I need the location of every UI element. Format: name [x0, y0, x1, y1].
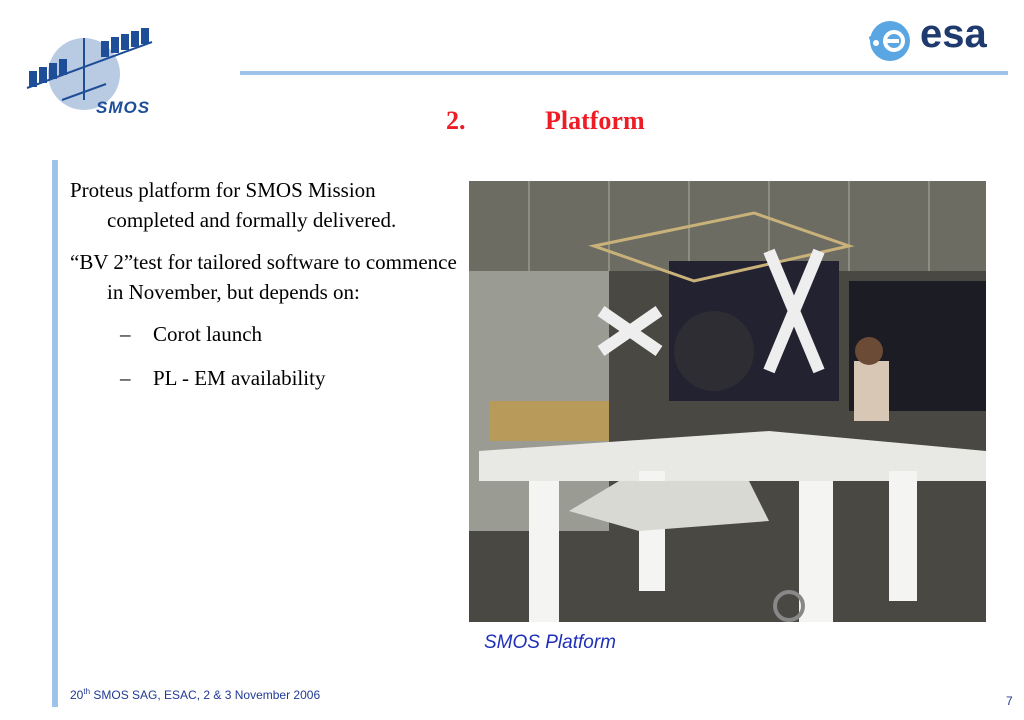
title-text: Platform	[545, 106, 645, 135]
sub-bullet-text: Corot launch	[153, 322, 263, 346]
bullet-list	[70, 175, 465, 407]
smos-logo-text: SMOS	[96, 98, 151, 117]
esa-logo-text: esa	[920, 12, 987, 56]
bullet-item: “BV 2”test for tailored software to commence in November, but depends on:	[70, 250, 457, 304]
sub-bullet-dash: –	[120, 322, 131, 346]
bullet-item: Proteus platform for SMOS Mission completed and formally delivered.	[70, 178, 397, 232]
esa-logo	[868, 12, 1008, 66]
sub-bullet-item	[70, 363, 465, 393]
footer-day: 20	[70, 688, 84, 702]
page-number: 7	[1006, 694, 1013, 708]
footer-text	[70, 687, 320, 702]
sub-bullet-text: PL - EM availability	[153, 366, 326, 390]
sub-bullet-item	[70, 319, 465, 349]
footer-day-suffix: th	[83, 687, 91, 696]
slide-title	[0, 106, 1024, 140]
satellite-platform-image	[469, 181, 986, 622]
sub-bullet-dash: –	[120, 366, 131, 390]
title-number: 2.	[446, 106, 466, 135]
platform-photo	[469, 181, 986, 622]
figure-caption: SMOS Platform	[484, 632, 616, 653]
footer-event: SMOS SAG, ESAC, 2 & 3 November 2006	[90, 688, 321, 702]
left-accent-bar	[52, 160, 58, 707]
header-rule	[240, 71, 1008, 75]
